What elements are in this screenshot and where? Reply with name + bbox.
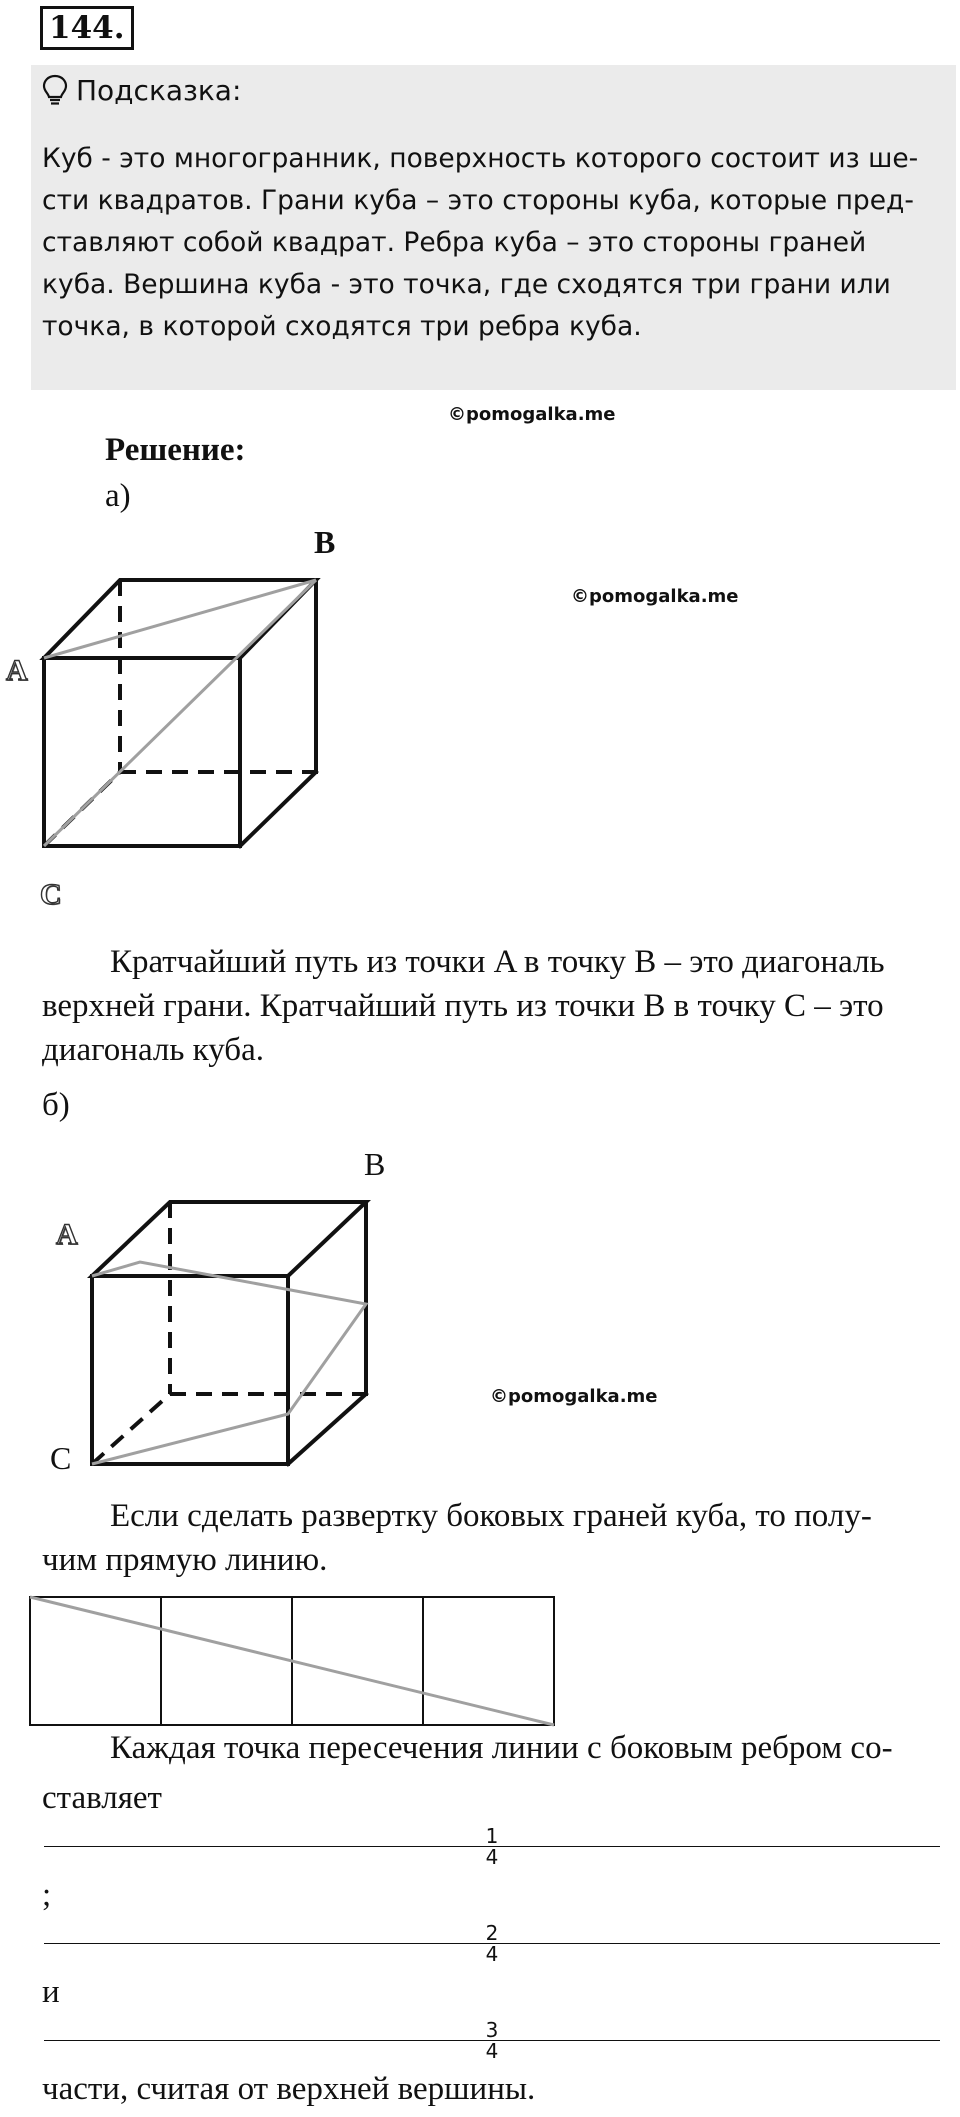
text-line: Кратчайший путь из точки A в точку B – это диагональ (110, 944, 885, 980)
part-b-explanation (42, 1494, 942, 1582)
cube-a-point-a: A (6, 654, 28, 687)
cube-b-diagram (60, 1180, 380, 1470)
conclusion (42, 1726, 942, 2107)
watermark: ©pomogalka.me (448, 404, 616, 425)
cube-b-point-a: A (56, 1218, 78, 1251)
text-line: верхней грани. Кратчайший путь из точки B в точку C – это (42, 988, 884, 1024)
cube-b-point-b: B (364, 1146, 386, 1182)
faces-net-diagram (28, 1592, 562, 1732)
text-line: чим прямую линию. (42, 1542, 328, 1578)
hint-text (42, 138, 942, 348)
part-b-label: б) (42, 1087, 70, 1123)
text-line (42, 1770, 942, 2107)
text-end: части, считая от верхней вершины. (42, 2071, 536, 2107)
hint-line: куба. Вершина куба - это точка, где сходятся три грани или (42, 269, 891, 300)
cube-a-point-c: C (40, 878, 62, 911)
part-a-explanation (42, 940, 942, 1072)
text-line: диагональ куба. (42, 1032, 264, 1068)
cube-a-point-b: B (314, 524, 336, 560)
hint-title: Подсказка: (76, 74, 242, 107)
cube-b-point-c: C (50, 1440, 72, 1476)
hint-line: Куб - это многогранник, поверхность которого состоит из ше- (42, 143, 919, 174)
text-line: Каждая точка пересечения линии с боковым ребром со- (110, 1730, 893, 1766)
hint-line: сти квадратов. Грани куба – это стороны куба, которые пред- (42, 185, 914, 216)
conjunction: и (42, 1974, 60, 2010)
separator: ; (42, 1877, 52, 1913)
fraction-3-4: 3 4 (44, 2020, 940, 2061)
text-line: Если сделать развертку боковых граней куба, то полу- (110, 1498, 872, 1534)
path-around-faces (92, 1262, 366, 1464)
cube-a-diagram (0, 560, 360, 860)
watermark: ©pomogalka.me (490, 1386, 658, 1407)
task-number: 144. (40, 6, 134, 50)
cube-b-bottom-right-edge (288, 1394, 366, 1464)
solution-title: Решение: (105, 432, 246, 468)
part-a-label: а) (105, 478, 131, 514)
fraction-2-4: 2 4 (44, 1923, 940, 1964)
hint-header (42, 74, 241, 107)
cube-a-bottom-right-edge (240, 772, 316, 846)
hint-line: ставляют собой квадрат. Ребра куба – это стороны граней (42, 227, 867, 258)
lightbulb-icon (42, 74, 68, 106)
watermark: ©pomogalka.me (571, 586, 739, 607)
fraction-1-4: 1 4 (44, 1826, 940, 1867)
hint-line: точка, в которой сходятся три ребра куба. (42, 311, 642, 342)
text-start: ставляет (42, 1780, 162, 1816)
